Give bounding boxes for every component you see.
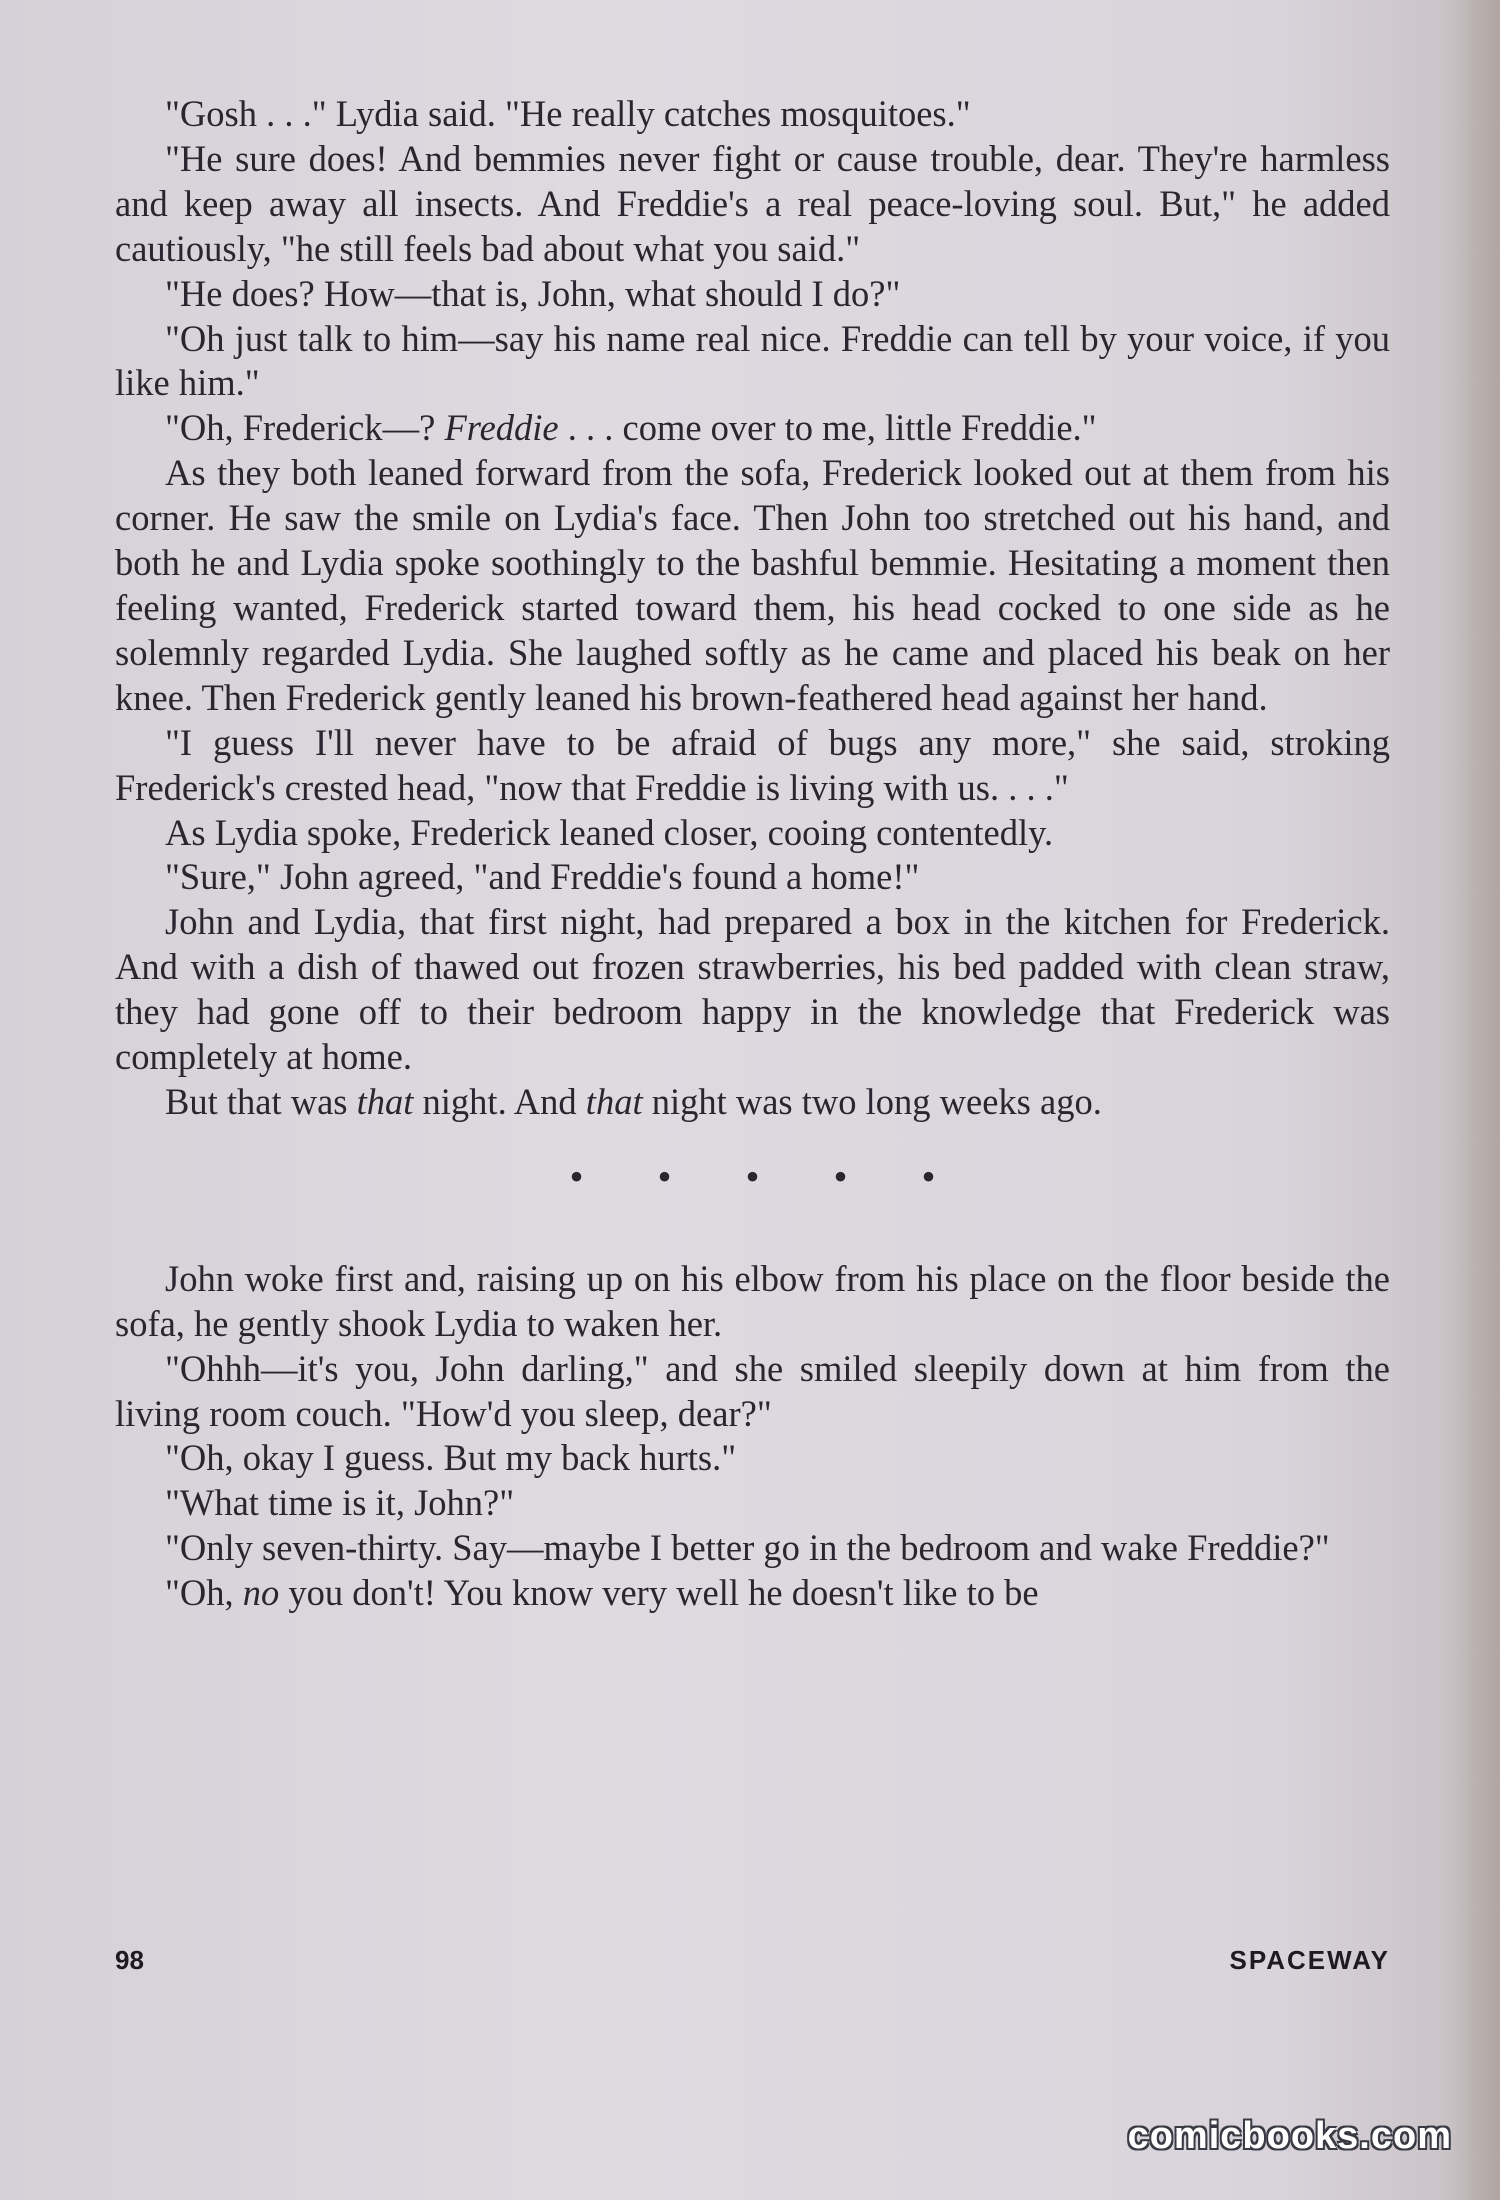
paragraph: [115, 1571, 1390, 1616]
italic-text: that: [356, 1080, 414, 1122]
watermark-logo: comicbooks.com: [1127, 2115, 1452, 2157]
paragraph: [115, 451, 1390, 720]
text-section-1: [115, 92, 1390, 1125]
text-run: "Oh, Frederick—?: [165, 407, 445, 449]
paragraph: [115, 721, 1390, 811]
paragraph: [115, 406, 1390, 451]
text-run: "Gosh . . ." Lydia said. "He really catches mosquitoes.": [165, 93, 971, 134]
text-run: But that was: [165, 1080, 357, 1122]
text-run: John and Lydia, that first night, had prepared a box in the kitchen for Frederick. And with a dish of thawed out frozen strawberries, his bed padded with clean straw, they had gone off to their bedroom happy in the knowledge that Frederick was completely at home.: [115, 901, 1390, 1078]
text-run: "Sure," John agreed, "and Freddie's found a home!": [165, 856, 920, 898]
text-run: As they both leaned forward from the sofa, Frederick looked out at them from his corner. He saw the smile on Lydia's face. Then John too stretched out his hand, and both he and Lydia spoke soothingly to the bashful bemmie. Hesitating a moment then feeling wanted, Frederick started toward them, his head cocked to one side as he solemnly regarded Lydia. She laughed softly as he came and placed his beak on her knee. Then Frederick gently leaned his brown-feathered head against her hand.: [115, 452, 1390, 718]
paragraph: [115, 137, 1390, 272]
text-run: night was two long weeks ago.: [642, 1080, 1102, 1122]
text-run: "Oh,: [165, 1572, 243, 1614]
page-number: 98: [115, 1945, 144, 1975]
paragraph: [115, 1080, 1390, 1125]
paragraph: [115, 900, 1390, 1080]
paragraph: [115, 92, 1390, 137]
paragraph: [115, 1347, 1390, 1437]
text-run: John woke first and, raising up on his elbow from his place on the floor beside the sofa, he gently shook Lydia to waken her.: [115, 1257, 1390, 1344]
text-run: "Ohhh—it's you, John darling," and she smiled sleepily down at him from the living room couch. "How'd you sleep, dear?": [115, 1347, 1390, 1434]
italic-text: that: [585, 1080, 643, 1122]
paragraph: [115, 1526, 1390, 1571]
text-run: you don't! You know very well he doesn't like to be: [279, 1572, 1039, 1614]
paragraph: [115, 317, 1390, 407]
italic-text: no: [242, 1572, 280, 1614]
text-run: night. And: [413, 1080, 586, 1122]
paragraph: [115, 1436, 1390, 1481]
paragraph: [115, 272, 1390, 317]
italic-text: Freddie: [444, 407, 559, 449]
paragraph: [115, 811, 1390, 856]
text-run: "Only seven-thirty. Say—maybe I better go in the bedroom and wake Freddie?": [165, 1527, 1330, 1569]
text-run: "He does? How—that is, John, what should I do?": [165, 272, 901, 314]
paragraph: [115, 1481, 1390, 1526]
text-run: . . . come over to me, little Freddie.": [558, 407, 1097, 449]
text-run: "He sure does! And bemmies never fight or cause trouble, dear. They're harmless and keep away all insects. And Freddie's a real peace-loving soul. But," he added cautiously, "he still feels bad about what you said.": [115, 137, 1390, 269]
body-text: [115, 92, 1390, 1616]
text-section-2: [115, 1257, 1390, 1616]
paragraph: [115, 855, 1390, 900]
text-run: "What time is it, John?": [165, 1482, 515, 1524]
text-run: "Oh just talk to him—say his name real nice. Freddie can tell by your voice, if you like him.": [115, 317, 1390, 404]
paragraph: [115, 1257, 1390, 1347]
text-run: "Oh, okay I guess. But my back hurts.": [165, 1437, 737, 1479]
text-run: As Lydia spoke, Frederick leaned closer, cooing contentedly.: [165, 811, 1054, 853]
magazine-title: SPACEWAY: [1229, 1945, 1390, 1975]
section-separator: • • • • •: [569, 1153, 968, 1199]
text-run: "I guess I'll never have to be afraid of bugs any more," she said, stroking Frederick's crested head, "now that Freddie is living with us. . . .": [115, 721, 1390, 808]
page-edge-shadow: [1452, 0, 1500, 2200]
